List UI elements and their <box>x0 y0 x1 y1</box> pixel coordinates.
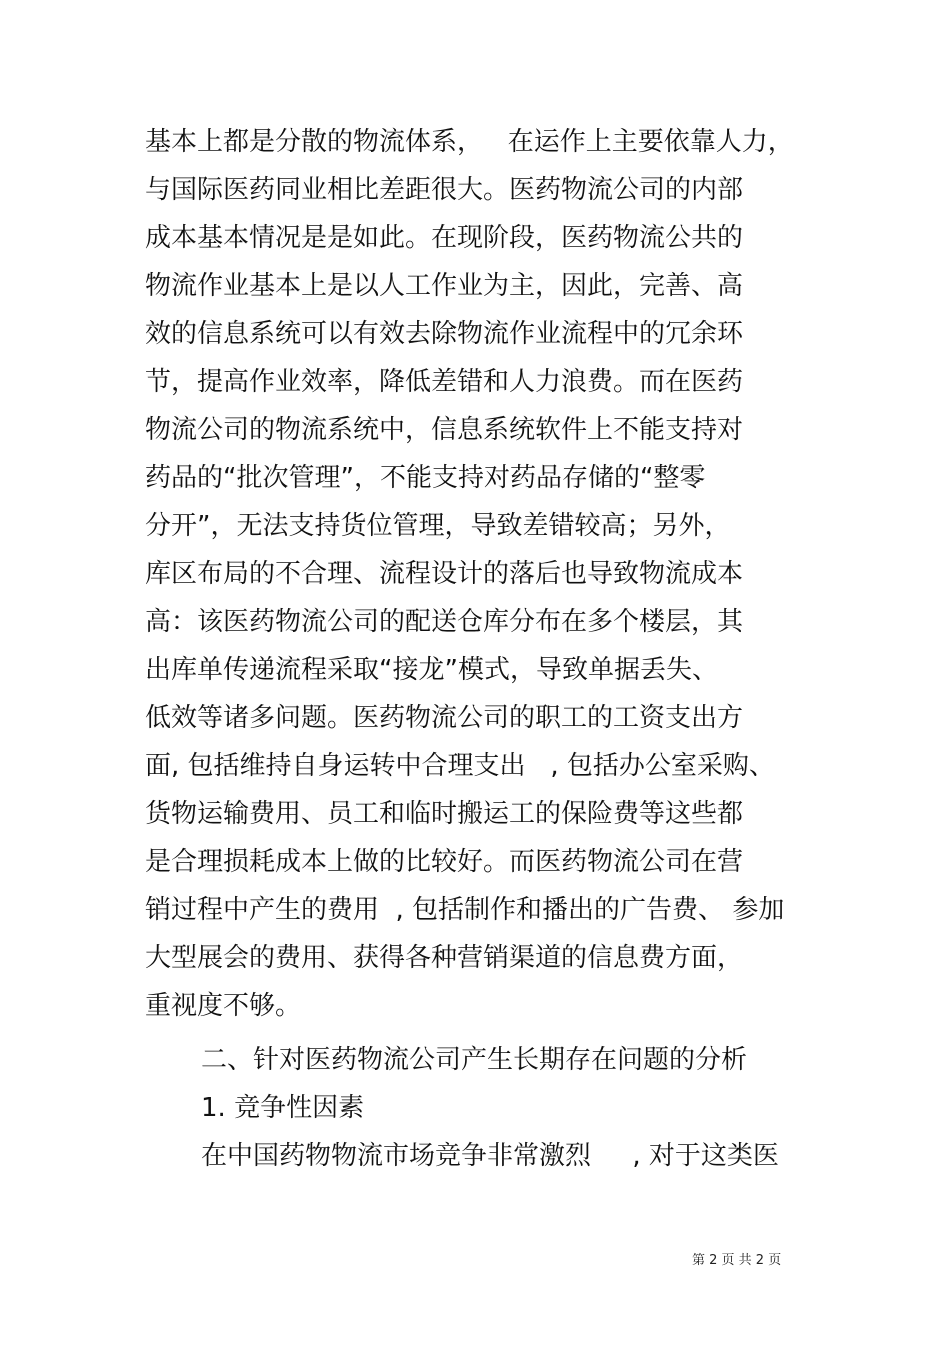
text-line: 重视度不够。 <box>145 991 302 1021</box>
text-line: 节，提高作业效率，降低差错和人力浪费。而在医药 <box>145 367 744 397</box>
text-line: 成本基本情况是是如此。在现阶段，医药物流公共的 <box>145 223 744 253</box>
section-heading: 二、针对医药物流公司产生长期存在问题的分析 <box>201 1045 748 1075</box>
text-line: 分开”，无法支持货位管理，导致差错较高；另外， <box>145 511 731 541</box>
text-line: 物流作业基本上是以人工作业为主，因此，完善、高 <box>145 271 744 301</box>
text-line: 基本上都是分散的物流体系， 在运作上主要依靠人力， <box>145 127 794 157</box>
text-line: 与国际医药同业相比差距很大。医药物流公司的内部 <box>145 175 744 205</box>
text-line: 在中国药物物流市场竞争非常激烈 , 对于这类医 <box>201 1141 779 1171</box>
text-line: 效的信息系统可以有效去除物流作业流程中的冗余环 <box>145 319 744 349</box>
text-line: 出库单传递流程采取“接龙”模式，导致单据丢失、 <box>145 655 718 685</box>
text-line: 药品的“批次管理”，不能支持对药品存储的“整零 <box>145 463 706 493</box>
page-number-footer: 第 2 页 共 2 页 <box>692 1253 782 1268</box>
text-line: 销过程中产生的费用 , 包括制作和播出的广告费、 参加 <box>145 895 785 925</box>
text-line: 大型展会的费用、获得各种营销渠道的信息费方面， <box>145 943 744 973</box>
text-line: 库区布局的不合理、流程设计的落后也导致物流成本 <box>145 559 744 589</box>
text-line: 货物运输费用、员工和临时搬运工的保险费等这些都 <box>145 799 744 829</box>
text-line: 面, 包括维持自身运转中合理支出 , 包括办公室采购、 <box>145 751 775 781</box>
text-line: 高：该医药物流公司的配送仓库分布在多个楼层，其 <box>145 607 744 637</box>
text-line: 低效等诸多问题。医药物流公司的职工的工资支出方 <box>145 703 744 733</box>
text-line: 是合理损耗成本上做的比较好。而医药物流公司在营 <box>145 847 744 877</box>
text-line: 物流公司的物流系统中，信息系统软件上不能支持对 <box>145 415 744 445</box>
subsection-heading: 1. 竞争性因素 <box>201 1093 365 1123</box>
